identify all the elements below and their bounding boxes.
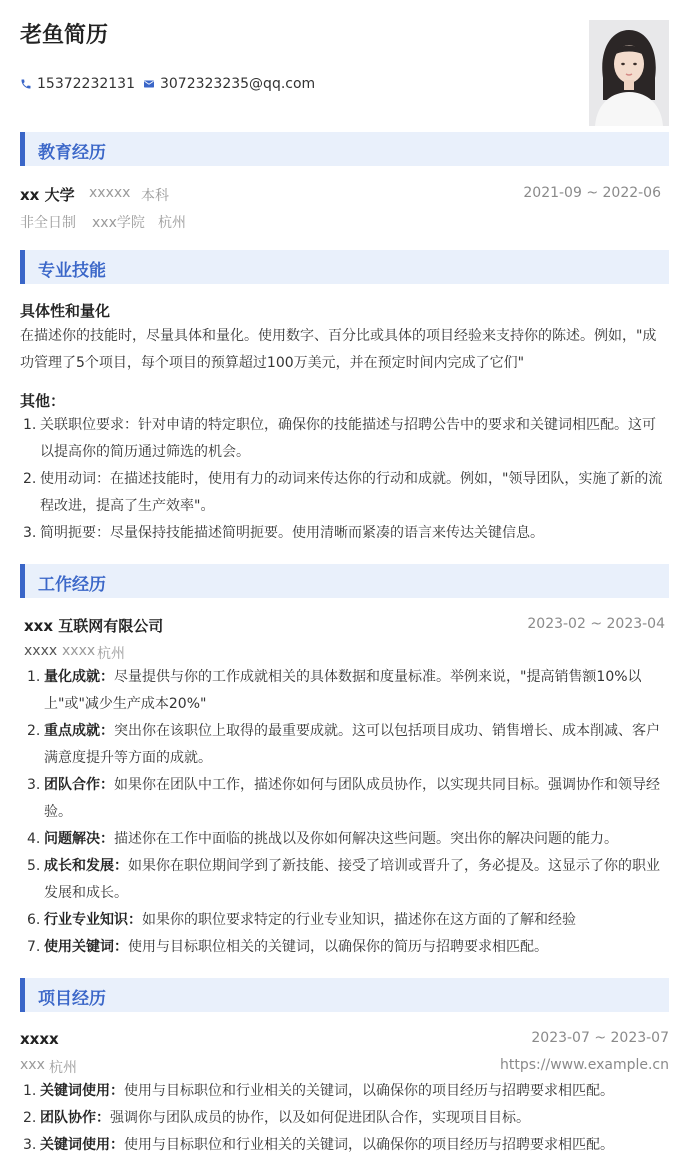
section-header-project	[20, 978, 669, 1012]
work-city: 杭州	[97, 646, 125, 662]
text-line: 在描述你的技能时，尽量具体和量化。使用数字、百分比或具体的项目经验来支持你的陈述。例如，"成	[20, 328, 657, 344]
section-title: 项目经历	[38, 989, 106, 1009]
section-title: 工作经历	[38, 575, 106, 595]
list-item: 2. 重点成就：突出你在该职位上取得的最重要成就。这可以包括项目成功、销售增长、成本削减、客户 满意度提升等方面的成就。	[27, 723, 660, 766]
project-dates: 2023-07 ~ 2023-07	[531, 1030, 669, 1046]
list-item: 5. 成长和发展：如果你在职位期间学到了新技能、接受了培训或晋升了，务必提及。这显示了你的职业 发展和成长。	[27, 858, 660, 901]
profile-photo	[589, 20, 669, 126]
work-dates: 2023-02 ~ 2023-04	[527, 616, 665, 632]
list-item: 3. 关键词使用：使用与目标职位和行业相关的关键词，以确保你的项目经历与招聘要求相匹配。	[23, 1137, 614, 1153]
major: xxxxx	[89, 185, 131, 201]
list-item: 2. 使用动词：在描述技能时，使用有力的动词来传达你的行动和成就。例如，"领导团队，实施了新的流 程改进，提高了生产效率"。	[23, 471, 663, 514]
education-dates: 2021-09 ~ 2022-06	[523, 185, 661, 201]
degree: 本科	[141, 188, 169, 204]
college: xxx学院	[92, 215, 145, 231]
skills-subtitle-quantify: 具体性和量化	[20, 302, 111, 320]
school-name: xx 大学	[20, 186, 75, 204]
resume-name: 老鱼简历	[20, 23, 109, 48]
project-city: 杭州	[49, 1060, 77, 1076]
list-item: 2. 团队协作：强调你与团队成员的协作，以及如何促进团队合作，实现项目目标。	[23, 1110, 530, 1126]
education-city: 杭州	[158, 215, 186, 231]
list-item: 3. 简明扼要：尽量保持技能描述简明扼要。使用清晰而紧凑的语言来传达关键信息。	[23, 525, 544, 541]
skills-subtitle-other: 其他：	[20, 392, 66, 410]
project-url[interactable]: https://www.example.cn	[500, 1057, 669, 1073]
section-header-education	[20, 132, 669, 166]
section-title: 专业技能	[38, 261, 106, 281]
study-mode: 非全日制	[20, 215, 76, 231]
work-list	[24, 664, 666, 961]
section-title: 教育经历	[38, 143, 106, 163]
list-item: 3. 团队合作：如果你在团队中工作，描述你如何与团队成员协作，以实现共同目标。强调协作和领导经 验。	[27, 777, 660, 820]
phone-icon	[20, 78, 32, 90]
text-line: 功管理了5个项目，每个项目的预算超过100万美元，并在预定时间内完成了它们"	[20, 355, 525, 371]
list-item: 1. 关联职位要求：针对申请的特定职位，确保你的技能描述与招聘公告中的要求和关键词相匹配。这可 以提高你的简历通过筛选的机会。	[23, 417, 656, 460]
skills-list	[20, 412, 669, 547]
list-item: 7. 使用关键词：使用与目标职位相关的关键词，以确保你的简历与招聘要求相匹配。	[27, 939, 548, 955]
list-item: 1. 关键词使用：使用与目标职位和行业相关的关键词，以确保你的项目经历与招聘要求相匹配。	[23, 1083, 614, 1099]
list-item: 6. 行业专业知识：如果你的职位要求特定的行业专业知识，描述你在这方面的了解和经验	[27, 912, 576, 928]
project-role: xxx	[20, 1057, 45, 1073]
phone-number[interactable]: 15372232131	[37, 76, 135, 92]
envelope-icon	[143, 78, 155, 90]
email-address[interactable]: 3072323235@qq.com	[159, 76, 316, 92]
section-header-work	[20, 564, 669, 598]
work-dept: xxxx	[62, 643, 96, 659]
project-list	[20, 1078, 669, 1159]
section-header-skills	[20, 250, 669, 284]
skills-paragraph	[20, 323, 669, 377]
list-item: 4. 问题解决：描述你在工作中面临的挑战以及你如何解决这些问题。突出你的解决问题的能力。	[27, 831, 618, 847]
list-item: 1. 量化成就：尽量提供与你的工作成就相关的具体数据和度量标准。举例来说，"提高销售额10%以 上"或"减少生产成本20%"	[27, 669, 642, 712]
company-name: xxx 互联网有限公司	[24, 617, 164, 635]
project-name: xxxx	[20, 1030, 59, 1048]
contact-line	[20, 76, 315, 92]
work-role: xxxx	[24, 643, 58, 659]
